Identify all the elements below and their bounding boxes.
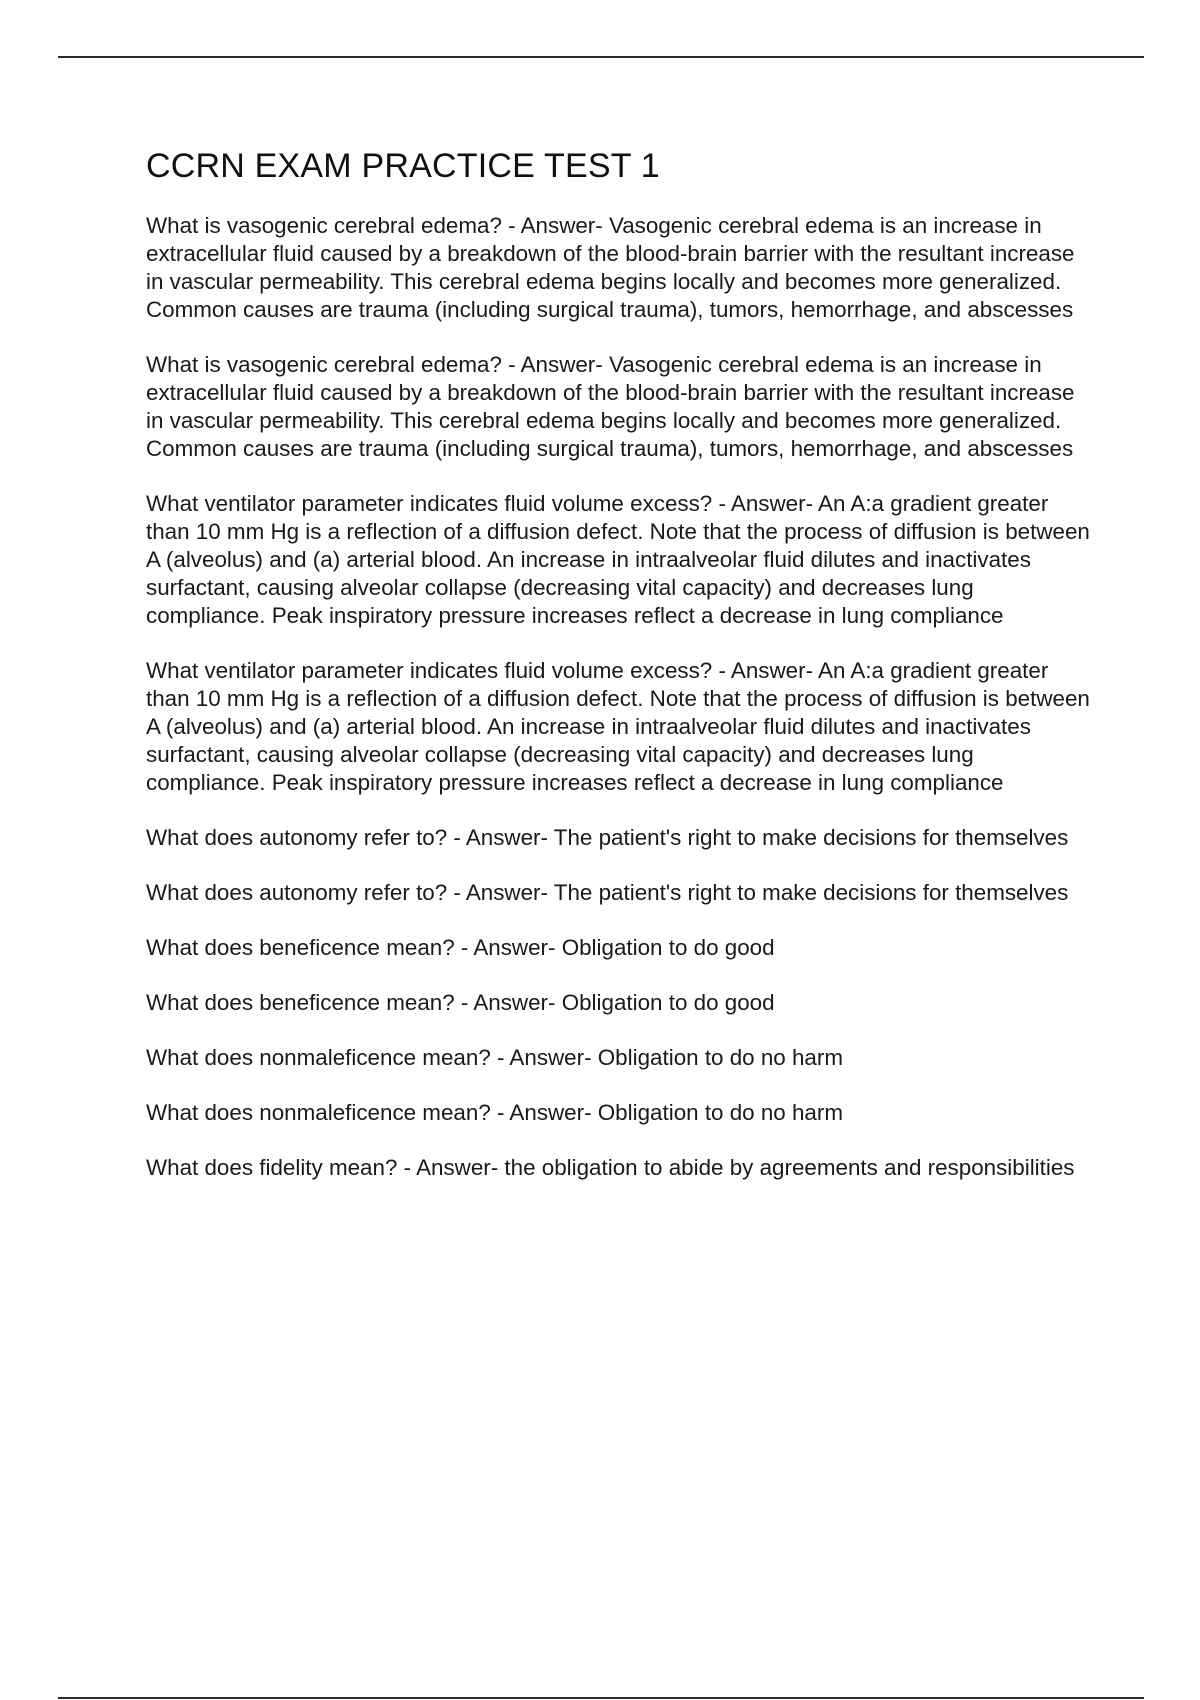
qa-entry-6: What does autonomy refer to? - Answer- The patient's right to make decisions for themselves [146, 880, 1069, 905]
header-rule [58, 56, 1144, 58]
qa-entry-2: What is vasogenic cerebral edema? - Answer- Vasogenic cerebral edema is an increase in extracellular fluid caused by a breakdown of the blood-brain barrier with the resultant increase in vascular permeability. This cerebral edema begins locally and becomes more generalized. Common causes are trauma (including surgical trauma), tumors, hemorrhage, and abscesses [146, 352, 1075, 461]
qa-entry-1: What is vasogenic cerebral edema? - Answer- Vasogenic cerebral edema is an increase in extracellular fluid caused by a breakdown of the blood-brain barrier with the resultant increase in vascular permeability. This cerebral edema begins locally and becomes more generalized. Common causes are trauma (including surgical trauma), tumors, hemorrhage, and abscesses [146, 213, 1075, 322]
qa-entry-10: What does nonmaleficence mean? - Answer- Obligation to do no harm [146, 1100, 843, 1125]
qa-entry-11: What does fidelity mean? - Answer- the obligation to abide by agreements and responsibilities [146, 1155, 1075, 1180]
qa-entry-5: What does autonomy refer to? - Answer- The patient's right to make decisions for themselves [146, 825, 1069, 850]
document-title: CCRN EXAM PRACTICE TEST 1 [146, 147, 660, 185]
qa-entry-9: What does nonmaleficence mean? - Answer- Obligation to do no harm [146, 1045, 843, 1070]
qa-entry-7: What does beneficence mean? - Answer- Obligation to do good [146, 935, 775, 960]
qa-entry-4: What ventilator parameter indicates fluid volume excess? - Answer- An A:a gradient greater than 10 mm Hg is a reflection of a diffusion defect. Note that the process of diffusion is between A (alveolus) and (a) arterial blood. An increase in intraalveolar fluid dilutes and inactivates surfactant, causing alveolar collapse (decreasing vital capacity) and decreases lung compliance. Peak inspiratory pressure increases reflect a decrease in lung compliance [146, 658, 1090, 795]
qa-entry-3: What ventilator parameter indicates fluid volume excess? - Answer- An A:a gradient greater than 10 mm Hg is a reflection of a diffusion defect. Note that the process of diffusion is between A (alveolus) and (a) arterial blood. An increase in intraalveolar fluid dilutes and inactivates surfactant, causing alveolar collapse (decreasing vital capacity) and decreases lung compliance. Peak inspiratory pressure increases reflect a decrease in lung compliance [146, 491, 1090, 628]
document-body [146, 146, 1096, 1209]
qa-entry-8: What does beneficence mean? - Answer- Obligation to do good [146, 990, 775, 1015]
footer-rule [58, 1697, 1144, 1699]
